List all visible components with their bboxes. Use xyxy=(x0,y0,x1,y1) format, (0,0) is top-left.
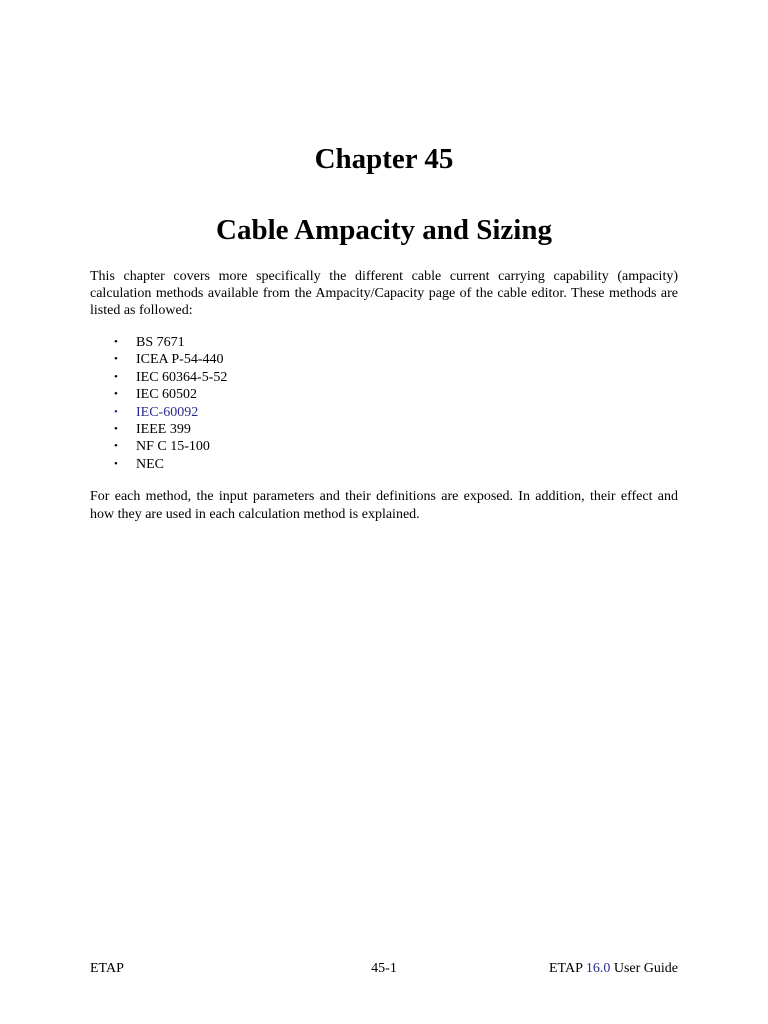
method-item xyxy=(90,438,390,455)
bullet-icon: • xyxy=(114,353,118,366)
bullet-icon: • xyxy=(114,370,118,383)
method-label: ICEA P-54-440 xyxy=(136,352,224,368)
method-item xyxy=(90,456,390,473)
method-item-link[interactable] xyxy=(90,404,390,421)
bullet-icon: • xyxy=(114,388,118,401)
method-label: IEC 60364-5-52 xyxy=(136,369,228,385)
closing-paragraph: For each method, the input parameters and their definitions are exposed. In addition, their effect and how they are used in each calculation method is explained. xyxy=(90,489,678,522)
method-label: BS 7671 xyxy=(136,335,185,350)
page-number: 45-1 xyxy=(371,961,397,976)
method-label: IEC 60502 xyxy=(136,387,198,403)
bullet-icon: • xyxy=(114,422,118,435)
bullet-icon: • xyxy=(114,336,118,348)
method-label: NEC xyxy=(136,456,164,472)
method-item xyxy=(90,369,390,386)
method-item xyxy=(90,421,390,438)
method-label: IEEE 399 xyxy=(136,421,191,437)
method-list xyxy=(90,334,390,473)
chapter-title: Cable Ampacity and Sizing xyxy=(216,214,552,246)
bullet-icon: • xyxy=(114,440,118,453)
page-footer xyxy=(90,960,678,978)
method-item xyxy=(90,386,390,403)
chapter-number: Chapter 45 xyxy=(314,143,454,175)
intro-paragraph: This chapter covers more specifically the different cable current carrying capability (ampacity) calculation methods available from the Ampacity/Capacity page of the cable editor. These methods are listed as followed: xyxy=(90,269,678,318)
footer-guide-prefix: ETAP xyxy=(548,961,586,976)
method-link-iec-60092[interactable]: IEC-60092 xyxy=(136,404,199,420)
footer-guide-title xyxy=(549,960,678,978)
footer-company: ETAP xyxy=(90,961,124,976)
method-label: NF C 15-100 xyxy=(136,439,210,455)
method-item xyxy=(90,334,390,351)
method-item xyxy=(90,351,390,368)
footer-guide-suffix: User Guide xyxy=(610,961,678,976)
bullet-icon: • xyxy=(114,405,118,418)
footer-version: 16.0 xyxy=(585,961,611,976)
bullet-icon: • xyxy=(114,457,118,470)
